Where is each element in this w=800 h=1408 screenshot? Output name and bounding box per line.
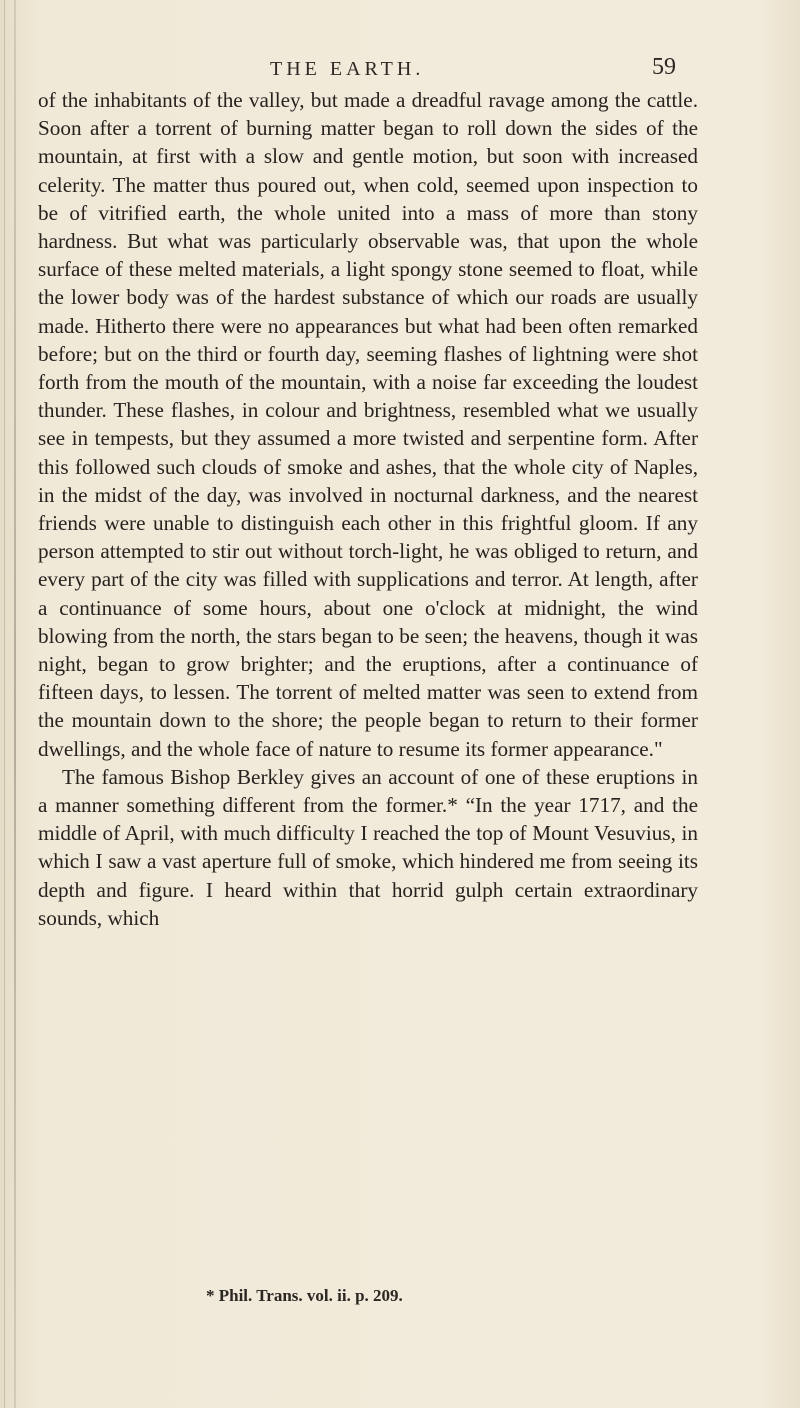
paragraph-continuation: of the inhabitants of the valley, but made a dreadful ravage among the cattle. Soon after a torrent of burning matter began to roll down the sides of the mountain, at first with a slow and gentle motion, but soon with increased celerity. The matter thus poured out, when cold, seemed upon inspection to be of vitrified earth, the whole united into a mass of more than stony hardness. But what was particularly observable was, that upon the whole surface of these melted materials, a light spongy stone seemed to float, while the lower body was of the hardest substance of which our roads are usually made. Hitherto there were no appearances but what had been often remarked before; but on the third or fourth day, seeming flashes of lightning were shot forth from the mouth of the mountain, with a noise far exceeding the loudest thunder. These flashes, in colour and brightness, resembled what we usually see in tempests, but they assumed a more twisted and serpentine form. After this followed such clouds of smoke and ashes, that the whole city of Naples, in the midst of the day, was involved in nocturnal darkness, and the nearest friends were unable to distinguish each other in this frightful gloom. If any person attempted to stir out without torch-light, he was obliged to return, and every part of the city was filled with supplications and terror. At length, after a continuance of some hours, about one o'clock at midnight, the wind blowing from the north, the stars began to be seen; the heavens, though it was night, began to grow brighter; and the eruptions, after a continuance of fifteen days, to lessen. The torrent of melted matter was seen to extend from the mountain down to the shore; the people began to return to their former dwellings, and the whole face of nature to resume its former appearance." [38,88,698,761]
running-head: THE EARTH. [270,58,425,80]
binding-gutter [14,0,16,1408]
page-edge-shadow [4,0,5,1408]
body-text [38,86,698,932]
paragraph-berkley: The famous Bishop Berkley gives an account of one of these eruptions in a manner something different from the former.* “In the year 1717, and the middle of April, with much difficulty I reached the top of Mount Vesuvius, in which I saw a vast aperture full of smoke, which hindered me from seeing its depth and figure. I heard within that horrid gulph certain extraordinary sounds, which [38,764,698,930]
footnote: * Phil. Trans. vol. ii. p. 209. [206,1286,403,1305]
page-number: 59 [652,54,676,80]
